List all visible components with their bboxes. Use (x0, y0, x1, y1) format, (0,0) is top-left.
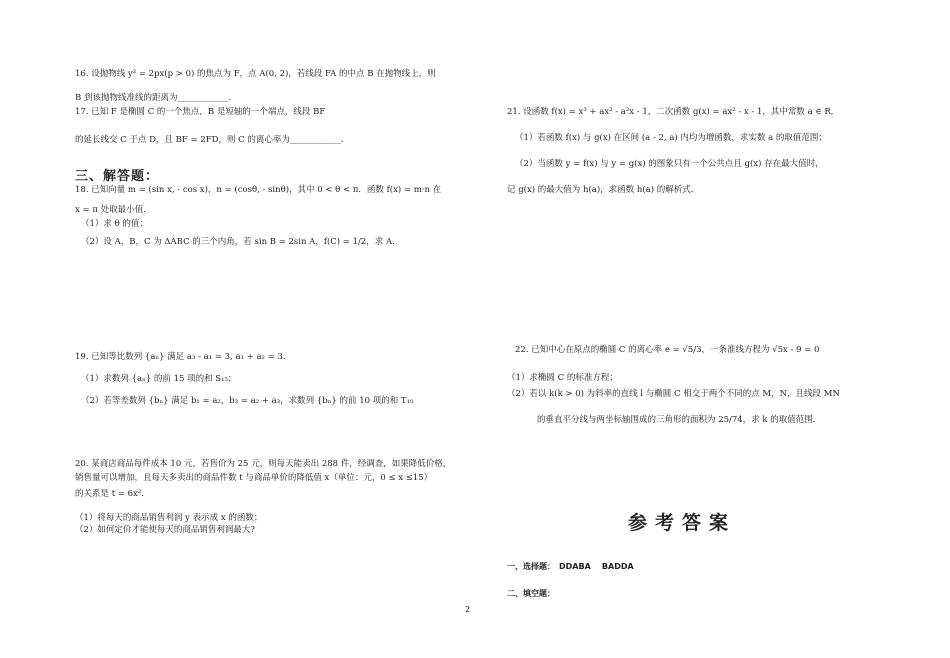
question-17 (75, 106, 344, 146)
answer-choice-values: DDABA BADDA (559, 562, 634, 571)
q22-line-3: （2）若以 k(k > 0) 为斜率的直线 l 与椭圆 C 相交于两个不同的点 M，N，且线段 MN (507, 389, 840, 399)
q18-line-2: x = π 处取最小值． (75, 205, 152, 215)
q17-line-1: 17. 已知 F 是椭圆 C 的一个焦点，B 是短轴的一个端点，线段 BF (75, 107, 326, 117)
question-20 (75, 458, 451, 536)
question-18 (75, 184, 441, 248)
question-21 (507, 106, 839, 196)
q16-line-2: B 到该抛物线准线的距离为____________. (75, 93, 232, 103)
question-19 (75, 351, 413, 407)
q19-line-3: （2）若等差数列 {bₙ} 满足 b₁ = a₂，b₃ = a₂ + a₃，求数列 {bₙ} 的前 10 项的和 T₁₀ (81, 396, 414, 406)
q21-line-2: （1）若函数 f(x) 与 g(x) 在区间 (a - 2, a) 内均为增函数，求实数 a 的取值范围； (515, 133, 827, 143)
q20-line-5: （2）如何定价才能使每天的商品销售利润最大? (75, 525, 255, 535)
q19-line-2: （1）求数列 {aₙ} 的前 15 项的和 S₁₅； (81, 374, 237, 384)
q19-line-1: 19. 已知等比数列 {aₙ} 满足 a₃ - a₁ = 3, a₁ + a₂ = 3． (75, 352, 292, 362)
answer-fill-label: 二、填空题： (507, 589, 555, 598)
q20-line-1: 20. 某商店商品每件成本 10 元，若售价为 25 元，则每天能卖出 288 件，经调查，如果降低价格， (75, 459, 452, 469)
question-16 (75, 68, 436, 104)
q21-line-3: （2）当函数 y = f(x) 与 y = g(x) 的图象只有一个公共点且 g(x) 存在最大值时， (515, 159, 824, 169)
q18-line-3: （1）求 θ 的值； (81, 219, 148, 229)
q20-line-4: （1）将每天的商品销售利润 y 表示成 x 的函数； (75, 513, 263, 523)
q22-line-2: （1）求椭圆 C 的标准方程； (507, 373, 618, 383)
q16-line-1: 16. 设抛物线 y² = 2px(p > 0) 的焦点为 F，点 A(0, 2)，若线段 FA 的中点 B 在抛物线上，则 (75, 69, 436, 79)
q22-line-4: 的垂直平分线与两坐标轴围成的三角形的面积为 25/74，求 k 的取值范围． (537, 415, 822, 425)
answer-choice-row (507, 561, 634, 573)
answer-key-title: 参考答案 (628, 512, 737, 534)
q20-line-3: 的关系是 t = 6x²． (75, 489, 150, 499)
answer-choice-label: 一、选择题： (507, 562, 555, 571)
q22-line-1: 22. 已知中心在原点的椭圆 C 的离心率 e = √5/3，一条准线方程为 √5x - 9 = 0 (515, 345, 820, 355)
q21-line-1: 21. 设函数 f(x) = x³ + ax² - a²x - 1，二次函数 g(x) = ax² - x - 1，其中常数 a ∈ R． (507, 107, 840, 117)
q20-line-2: 销售量可以增加，且每天多卖出的商品件数 t 与商品单价的降低值 x（单位：元，0 ≤ x ≤15） (75, 473, 433, 483)
q21-line-4: 记 g(x) 的最大值为 h(a)，求函数 h(a) 的解析式． (507, 185, 700, 195)
q17-line-2: 的延长线交 C 于点 D，且 BF = 2FD，则 C 的离心率为____________. (75, 135, 344, 145)
page-number: 2 (465, 605, 471, 614)
q18-line-4: （2）设 A，B，C 为 ΔABC 的三个内角，若 sin B = 2sin A，f(C) = 1/2，求 A． (81, 237, 401, 247)
q18-line-1: 18. 已知向量 m = (sin x, - cos x)，n = (cosθ, - sinθ)，其中 0 < θ < π．函数 f(x) = m·n 在 (75, 185, 442, 195)
section-heading-answers: 三、解答题： (75, 169, 160, 184)
question-22 (507, 344, 840, 426)
